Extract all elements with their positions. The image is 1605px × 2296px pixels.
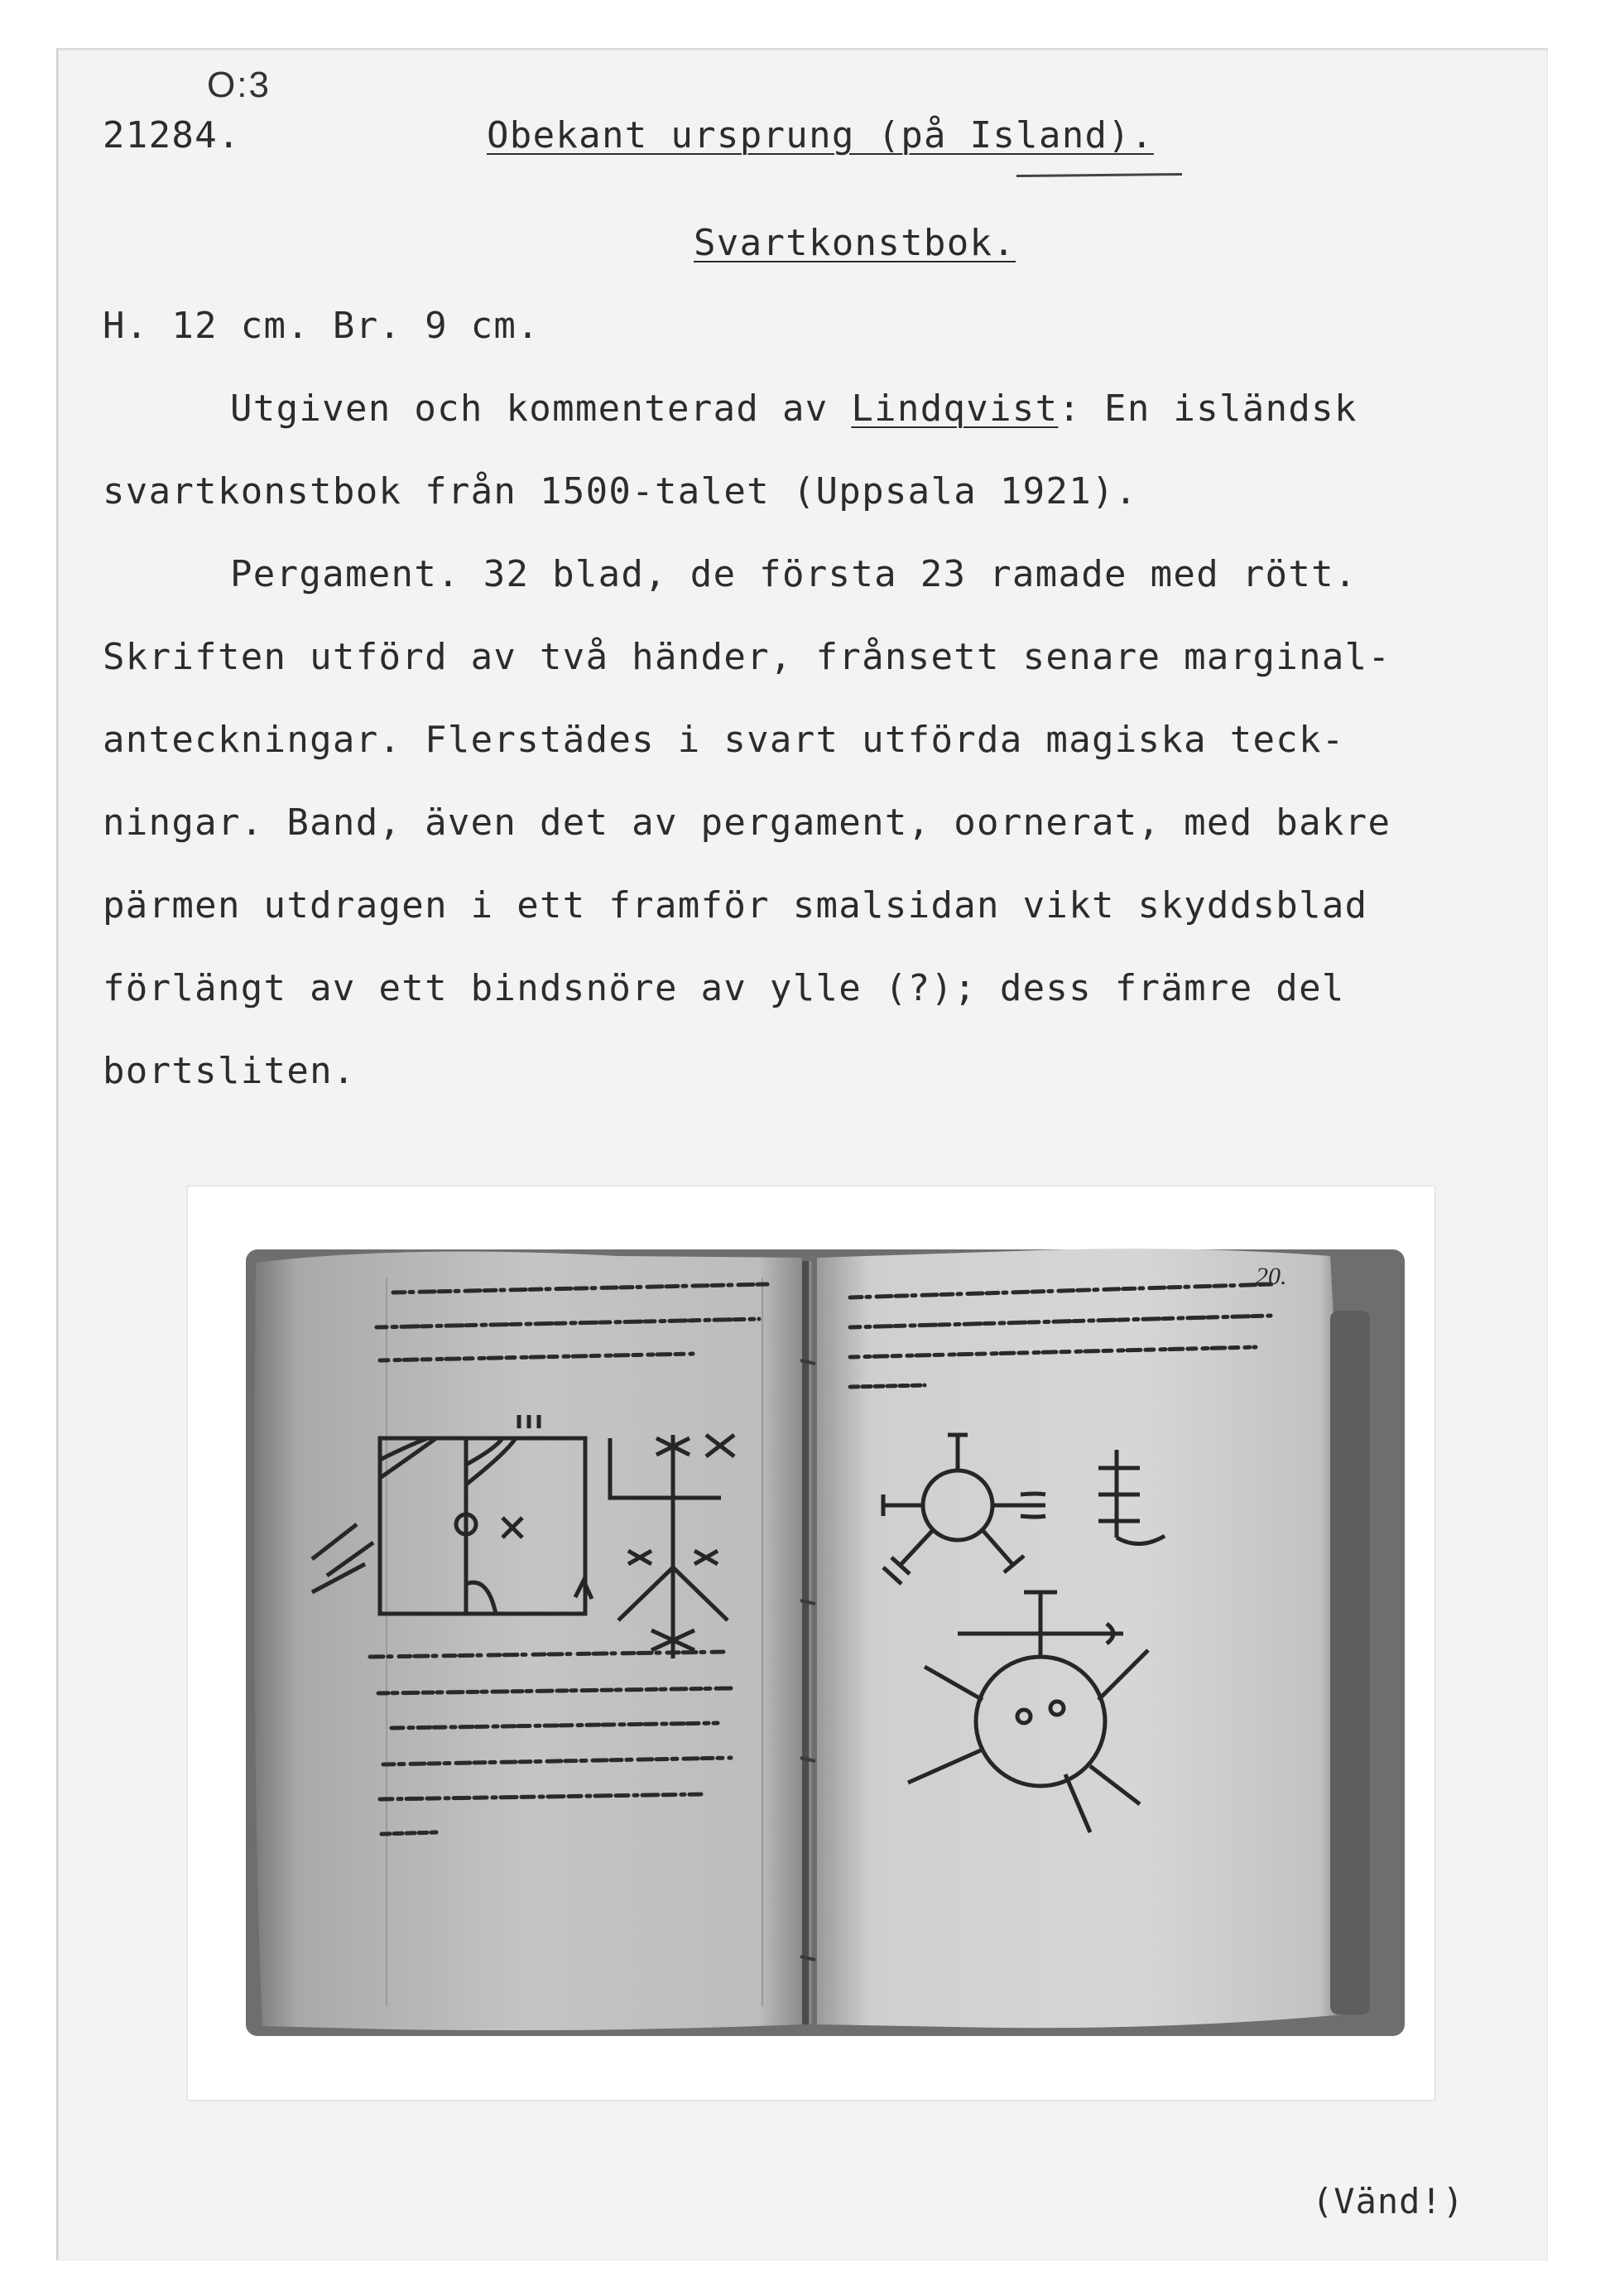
edition-text-cont: : En isländsk [1058,387,1358,430]
binding-edge [1330,1311,1370,2014]
shelfmark: O:3 [207,65,271,105]
description-line-4: ningar. Band, även det av pergament, oornerat, med bakre [103,801,1391,844]
description-line-2: Skriften utförd av två händer, frånsett senare marginal- [103,636,1391,678]
edition-line-1 [230,387,1358,430]
description-line-3: anteckningar. Flerstädes i svart utförda magiska teck- [103,719,1345,761]
folio-number: 20. [1256,1263,1287,1290]
edition-line-2: svartkonstbok från 1500-talet (Uppsala 1921). [103,470,1138,513]
document-title: Svartkonstbok. [694,222,1016,264]
description-line-5: pärmen utdragen i ett framför smalsidan vikt skyddsblad [103,884,1368,927]
description-line-1: Pergament. 32 blad, de första 23 ramade med rött. [230,553,1358,595]
description-line-6: förlängt av ett bindsnöre av ylle (?); dess främre del [103,967,1345,1009]
turn-over-note: (Vänd!) [1312,2181,1465,2221]
left-page [254,1252,802,2031]
right-page [817,1249,1347,2028]
origin-heading: Obekant ursprung (på Island). [487,114,1154,156]
description-line-7: bortsliten. [103,1050,356,1092]
open-book-image [188,1187,1434,2100]
editor-name: Lindqvist [851,387,1059,430]
manuscript-photograph [187,1186,1435,2101]
edition-text: Utgiven och kommenterad av [230,387,829,430]
dimensions: H. 12 cm. Br. 9 cm. [103,305,541,347]
catalogue-number: 21284. [103,114,241,156]
